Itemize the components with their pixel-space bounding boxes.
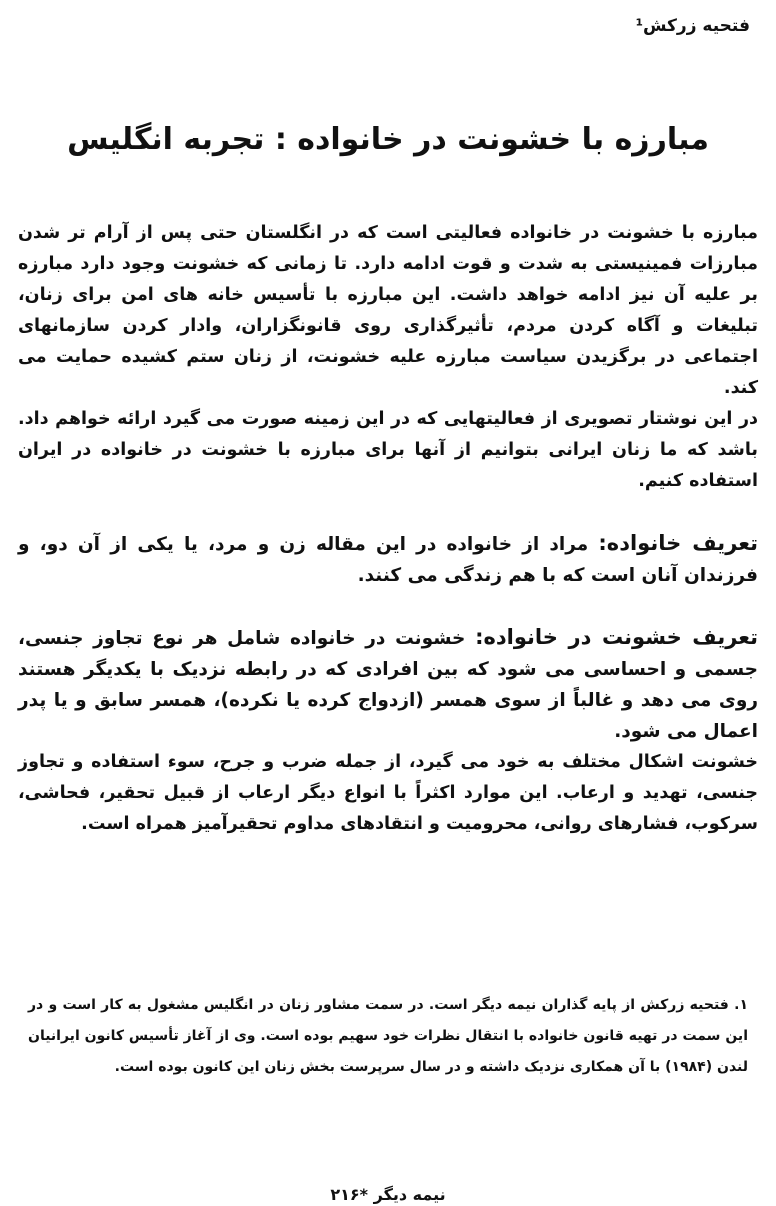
family-definition-term: تعریف خانواده: [598,531,758,555]
paragraph-gap [18,497,758,528]
paragraph-gap [18,591,758,622]
violence-forms-paragraph: خشونت اشکال مختلف به خود می گیرد، از جمله ضرب و جرح، سوء استفاده و تجاوز جنسی، تهدید و ارعاب. این موارد اکثراً با انواع دیگر ارعاب از قبیل تحقیر، فحاشی، سرکوب، فشارهای روانی، محرومیت و انتقادهای مداوم تحقیرآمیز همراه است. [18,752,758,834]
violence-definition-term: تعریف خشونت در خانواده: [475,625,759,649]
family-definition-text: مراد از خانواده در این مقاله زن و مرد، یا یکی از آن دو، و فرزندان آنان است که با هم زندگی می کنند. [18,534,758,586]
intro-paragraph: در این نوشتار تصویری از فعالیتهایی که در این زمینه صورت می گیرد ارائه خواهم داد. باشد که ما زنان ایرانی بتوانیم از آنها برای مبارزه با خشونت در خانواده در ایران استفاده کنیم. [18,409,758,491]
violence-definition [18,622,758,747]
article-title: مبارزه با خشونت در خانواده : تجربه انگلیس [67,122,709,157]
author-header: فتحیه زرکش¹ [635,16,750,36]
intro-paragraph: مبارزه با خشونت در خانواده فعالیتی است که در انگلستان حتی پس از آرام تر شدن مبارزات فمینیستی به شدت و قوت ادامه دارد. تا زمانی که خشونت وجود دارد مبارزه بر علیه آن نیز ادامه خواهد داشت. این مبارزه با تأسیس خانه های امن برای زنان، تبلیغات و آگاه کردن مردم، تأثیرگذاری روی قانونگزاران، وادار کردن سازمانهای اجتماعی در برگزیدن سیاست مبارزه علیه خشونت، از زنان ستم کشیده حمایت می کند. [18,223,758,398]
violence-definition-text: خشونت در خانواده شامل هر نوع تجاوز جنسی، جسمی و احساسی می شود که بین افرادی که در رابطه نزدیک با یکدیگر هستند روی می دهد و غالباً از سوی همسر (ازدواج کرده یا نکرده)، همسر سابق و یا پدر اعمال می شود. [18,628,758,742]
family-definition [18,528,758,591]
article-body [18,218,758,840]
footnote: ۱. فتحیه زرکش از پایه گذاران نیمه دیگر است. در سمت مشاور زنان در انگلیس مشغول به کار است و در این سمت در تهیه قانون خانواده با انتقال نظرات خود سهیم بوده است. وی از آغاز تأسیس کانون ایرانیان لندن (۱۹۸۴) با آن همکاری نزدیک داشته و در سال سرپرست بخش زنان این کانون بوده است. [28,997,748,1075]
page-footer: نیمه دیگر *۲۱۶ [330,1185,446,1204]
